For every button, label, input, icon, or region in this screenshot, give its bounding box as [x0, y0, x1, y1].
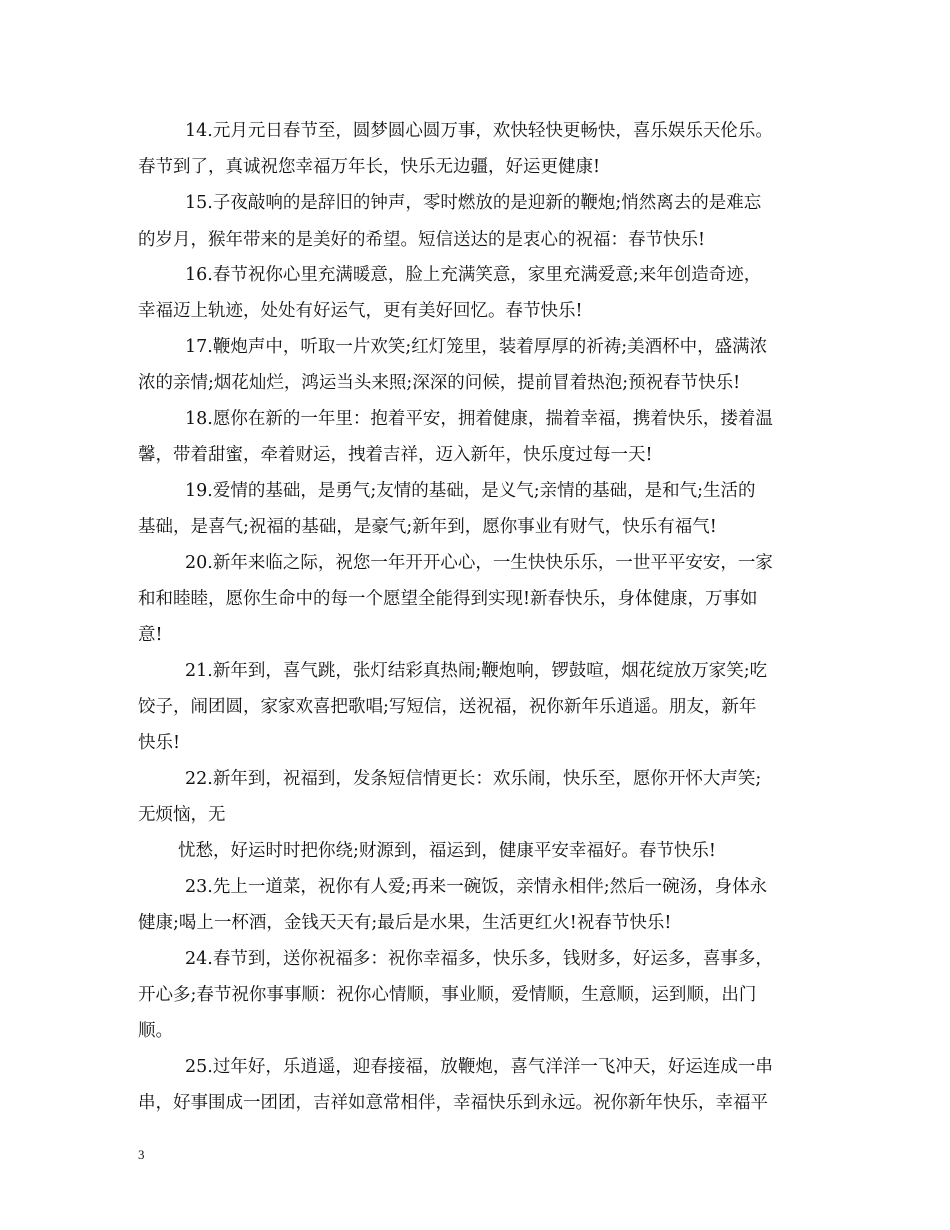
- text-line: 基础，是喜气;祝福的基础，是豪气;新年到，愿你事业有财气，快乐有福气!: [138, 517, 717, 537]
- text-line: 23.先上一道菜，祝你有人爱;再来一碗饭，亲情永相伴;然后一碗汤，身体永: [185, 877, 768, 897]
- text-line: 14.元月元日春节至，圆梦圆心圆万事，欢快轻快更畅快，喜乐娱乐天伦乐。: [185, 121, 773, 141]
- text-line: 22.新年到，祝福到，发条短信情更长：欢乐闹，快乐至，愿你开怀大声笑;: [185, 769, 762, 789]
- text-line: 15.子夜敲响的是辞旧的钟声，零时燃放的是迎新的鞭炮;悄然离去的是难忘: [185, 193, 762, 213]
- text-line: 开心多;春节祝你事事顺：祝你心情顺，事业顺，爱情顺，生意顺，运到顺，出门: [138, 985, 757, 1005]
- text-line: 16.春节祝你心里充满暖意，脸上充满笑意，家里充满爱意;来年创造奇迹，: [185, 265, 762, 285]
- text-line: 春节到了，真诚祝您幸福万年长，快乐无边疆，好运更健康!: [138, 157, 601, 177]
- text-line: 19.爱情的基础，是勇气;友情的基础，是义气;亲情的基础，是和气;生活的: [185, 481, 756, 501]
- text-line: 饺子，闹团圆，家家欢喜把歌唱;写短信，送祝福，祝你新年乐逍遥。朋友，新年: [138, 697, 757, 717]
- text-line: 21.新年到，喜气跳，张灯结彩真热闹;鞭炮响，锣鼓喧，烟花绽放万家笑;吃: [185, 661, 768, 681]
- text-line: 幸福迈上轨迹，处处有好运气，更有美好回忆。春节快乐!: [138, 301, 583, 321]
- text-line: 无烦恼，无: [138, 805, 226, 825]
- text-line: 顺。: [138, 1021, 173, 1041]
- text-line: 馨，带着甜蜜，牵着财运，拽着吉祥，迈入新年，快乐度过每一天!: [138, 445, 653, 465]
- page-number: 3: [138, 1147, 145, 1162]
- text-line: 20.新年来临之际，祝您一年开开心心，一生快快乐乐，一世平平安安，一家: [185, 553, 773, 573]
- text-line: 浓的亲情;烟花灿烂，鸿运当头来照;深深的问候，提前冒着热泡;预祝春节快乐!: [138, 373, 741, 393]
- text-line: 24.春节到，送你祝福多：祝你幸福多，快乐多，钱财多，好运多，喜事多，: [185, 949, 773, 969]
- text-line: 忧愁，好运时时把你绕;财源到，福运到，健康平安幸福好。春节快乐!: [178, 841, 716, 861]
- text-line: 健康;喝上一杯酒，金钱天天有;最后是水果，生活更红火!祝春节快乐!: [138, 913, 672, 933]
- text-line: 意!: [138, 625, 163, 645]
- text-line: 快乐!: [138, 733, 181, 753]
- text-line: 17.鞭炮声中，听取一片欢笑;红灯笼里，装着厚厚的祈祷;美酒杯中，盛满浓: [185, 337, 768, 357]
- text-line: 的岁月，猴年带来的是美好的希望。短信送达的是衷心的祝福：春节快乐!: [138, 230, 706, 250]
- text-line: 串，好事围成一团团，吉祥如意常相伴，幸福快乐到永远。祝你新年快乐，幸福平: [138, 1093, 768, 1113]
- text-line: 25.过年好，乐逍遥，迎春接福，放鞭炮，喜气洋洋一飞冲天，好运连成一串: [185, 1057, 773, 1077]
- text-line: 和和睦睦，愿你生命中的每一个愿望全能得到实现!新春快乐，身体健康，万事如: [138, 589, 758, 609]
- text-line: 18.愿你在新的一年里：抱着平安，拥着健康，揣着幸福，携着快乐，搂着温: [185, 409, 773, 429]
